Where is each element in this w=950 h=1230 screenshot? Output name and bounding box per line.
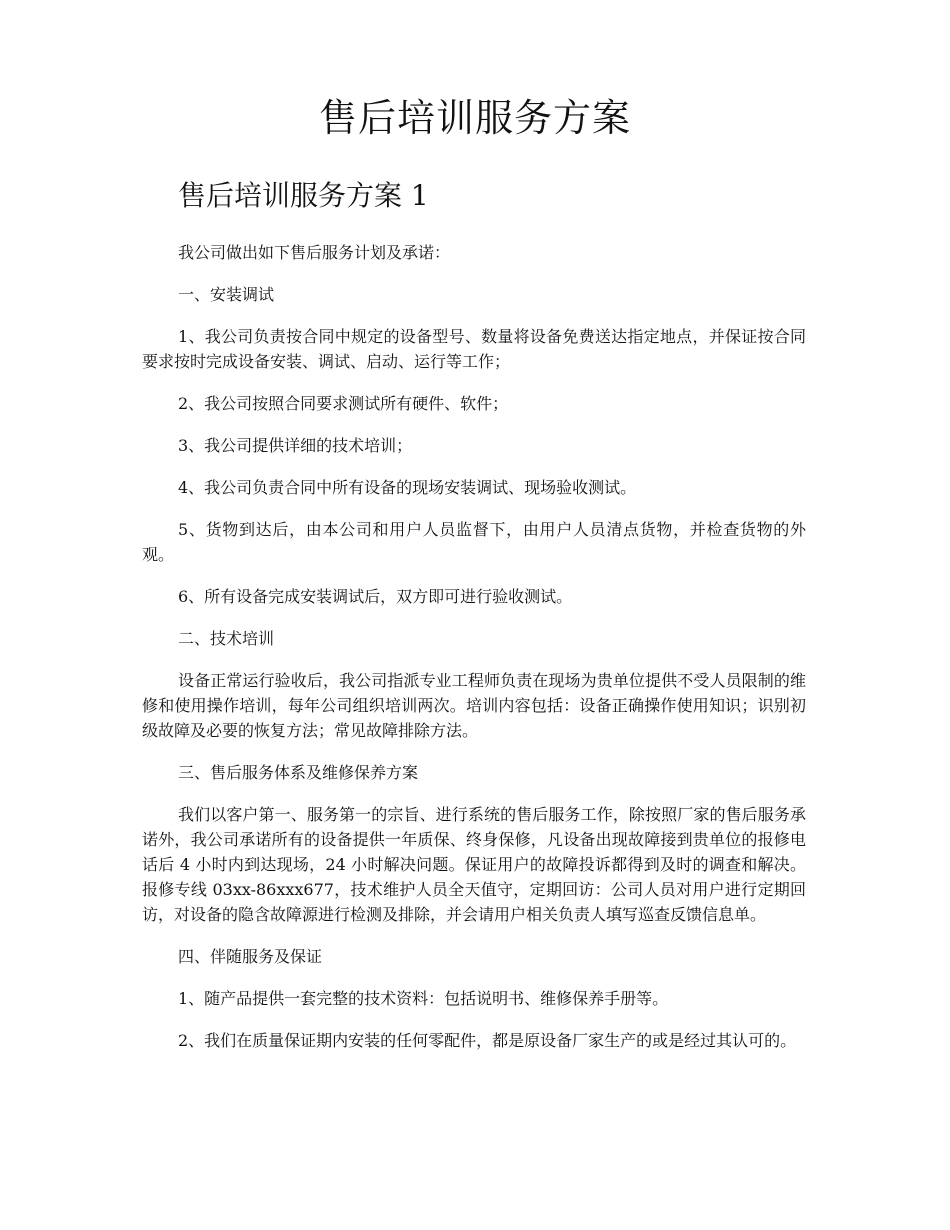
accompanying-item-2: 2、我们在质量保证期内安装的任何零配件，都是原设备厂家生产的或是经过其认可的。 [178, 1031, 797, 1050]
intro-paragraph: 我公司做出如下售后服务计划及承诺： [178, 243, 451, 262]
accompanying-item-1: 1、随产品提供一套完整的技术资料：包括说明书、维修保养手册等。 [178, 989, 669, 1008]
document-body [142, 240, 806, 1070]
heading-service-system: 三、售后服务体系及维修保养方案 [178, 763, 419, 782]
heading-training: 二、技术培训 [178, 629, 275, 648]
service-system-paragraph: 我们以客户第一、服务第一的宗旨、进行系统的售后服务工作，除按照厂家的售后服务承诺外，我公司承诺所有的设备提供一年质保、终身保修，凡设备出现故障接到贵单位的报修电话后 4 小时内到达现场，24 小时解决问题。保证用户的故障投诉都得到及时的调查和解决。报修专线 03xx-86xxx677，技术维护人员全天值守，定期回访：公司人员对用户进行定期回访，对设备的隐含故障源进行检测及排除，并会请用户相关负责人填写巡查反馈信息单。 [142, 805, 806, 924]
training-paragraph: 设备正常运行验收后，我公司指派专业工程师负责在现场为贵单位提供不受人员限制的维修和使用操作培训，每年公司组织培训两次。培训内容包括：设备正确操作使用知识；识别初级故障及必要的恢复方法；常见故障排除方法。 [142, 671, 806, 740]
installation-item-6: 6、所有设备完成安装调试后，双方即可进行验收测试。 [178, 587, 573, 606]
document-title: 售后培训服务方案 [318, 96, 631, 140]
installation-item-5: 5、货物到达后，由本公司和用户人员监督下，由用户人员清点货物，并检查货物的外观。 [142, 520, 806, 564]
heading-accompanying-service: 四、伴随服务及保证 [178, 947, 323, 966]
installation-item-3: 3、我公司提供详细的技术培训； [178, 436, 413, 455]
section-title: 售后培训服务方案 1 [178, 179, 429, 212]
installation-item-4: 4、我公司负责合同中所有设备的现场安装调试、现场验收测试。 [178, 478, 637, 497]
installation-item-2: 2、我公司按照合同要求测试所有硬件、软件； [178, 394, 509, 413]
installation-item-1: 1、我公司负责按合同中规定的设备型号、数量将设备免费送达指定地点，并保证按合同要求按时完成设备安装、调试、启动、运行等工作； [142, 327, 806, 371]
heading-installation: 一、安装调试 [178, 285, 275, 304]
